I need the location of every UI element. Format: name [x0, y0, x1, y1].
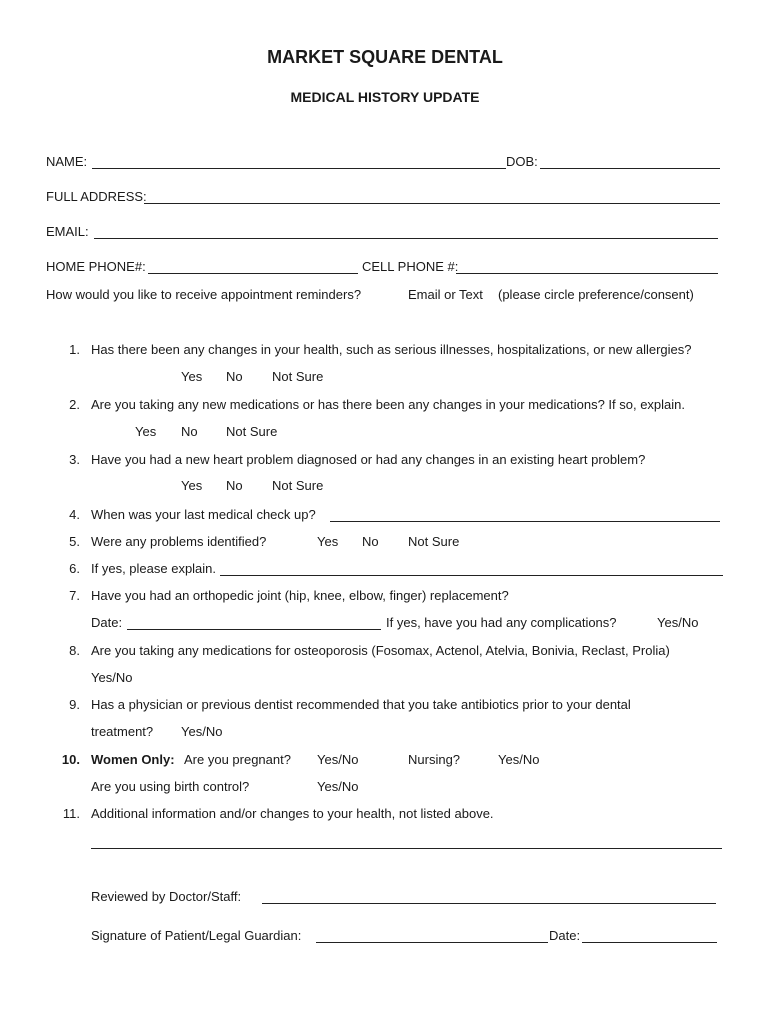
q11-input-line[interactable]	[91, 848, 722, 849]
q3-number: 3.	[69, 452, 80, 467]
q3-not-sure-option[interactable]: Not Sure	[272, 478, 324, 493]
q5-text: Were any problems identified?	[91, 534, 267, 549]
q1-no-option[interactable]: No	[226, 369, 243, 384]
address-input-line[interactable]	[144, 203, 720, 204]
q7-date-label: Date:	[91, 615, 123, 630]
signature-label: Signature of Patient/Legal Guardian:	[91, 928, 302, 943]
form-title: MARKET SQUARE DENTAL	[267, 47, 503, 67]
q7-text: Have you had an orthopedic joint (hip, knee, elbow, finger) replacement?	[91, 588, 509, 603]
q7-yes-no-option[interactable]: Yes/No	[657, 615, 699, 630]
q6-number: 6.	[69, 561, 80, 576]
q11-number: 11.	[62, 806, 80, 821]
q2-yes-option[interactable]: Yes	[135, 424, 157, 439]
q10-pregnant-text: Are you pregnant?	[184, 752, 291, 767]
q4-number: 4.	[69, 507, 80, 522]
q6-input-line[interactable]	[220, 575, 723, 576]
q3-yes-option[interactable]: Yes	[181, 478, 203, 493]
q10-birth-control-text: Are you using birth control?	[91, 779, 250, 794]
reminder-note: (please circle preference/consent)	[498, 287, 694, 302]
q8-text: Are you taking any medications for osteoporosis (Fosomax, Actenol, Atelvia, Bonivia, Reclast, Prolia)	[91, 643, 670, 658]
q9-number: 9.	[69, 697, 80, 712]
q9-text: Has a physician or previous dentist recommended that you take antibiotics prior to your dental	[91, 697, 631, 712]
q3-no-option[interactable]: No	[226, 478, 243, 493]
q11-text: Additional information and/or changes to your health, not listed above.	[91, 806, 494, 821]
q9-text-continued: treatment?	[91, 724, 154, 739]
reviewed-by-input-line[interactable]	[262, 903, 716, 904]
q10-nursing-text: Nursing?	[408, 752, 461, 767]
q5-yes-option[interactable]: Yes	[317, 534, 339, 549]
q2-no-option[interactable]: No	[181, 424, 198, 439]
q5-number: 5.	[69, 534, 80, 549]
email-input-line[interactable]	[94, 238, 718, 239]
dob-label: DOB:	[506, 154, 538, 169]
q1-text: Has there been any changes in your health, such as serious illnesses, hospitalizations, or new allergies?	[91, 342, 692, 357]
q3-text: Have you had a new heart problem diagnosed or had any changes in an existing heart problem?	[91, 452, 646, 467]
q2-not-sure-option[interactable]: Not Sure	[226, 424, 278, 439]
name-label: NAME:	[46, 154, 88, 169]
q2-number: 2.	[69, 397, 80, 412]
cell-phone-input-line[interactable]	[456, 273, 718, 274]
q8-number: 8.	[69, 643, 80, 658]
signature-date-label: Date:	[549, 928, 581, 943]
email-label: EMAIL:	[46, 224, 89, 239]
q7-followup-text: If yes, have you had any complications?	[386, 615, 617, 630]
dob-input-line[interactable]	[540, 168, 720, 169]
q1-not-sure-option[interactable]: Not Sure	[272, 369, 324, 384]
home-phone-label: HOME PHONE#:	[46, 259, 146, 274]
q4-text: When was your last medical check up?	[91, 507, 316, 522]
q10-pregnant-yes-no-option[interactable]: Yes/No	[317, 752, 359, 767]
name-input-line[interactable]	[92, 168, 506, 169]
q1-number: 1.	[69, 342, 80, 357]
reviewed-by-label: Reviewed by Doctor/Staff:	[91, 889, 242, 904]
signature-input-line[interactable]	[316, 942, 548, 943]
q8-yes-no-option[interactable]: Yes/No	[91, 670, 133, 685]
q7-number: 7.	[69, 588, 80, 603]
q9-yes-no-option[interactable]: Yes/No	[181, 724, 223, 739]
q10-birth-control-yes-no-option[interactable]: Yes/No	[317, 779, 359, 794]
q5-not-sure-option[interactable]: Not Sure	[408, 534, 460, 549]
cell-phone-label: CELL PHONE #:	[362, 259, 459, 274]
q1-yes-option[interactable]: Yes	[181, 369, 203, 384]
q7-date-input-line[interactable]	[127, 629, 381, 630]
address-label: FULL ADDRESS:	[46, 189, 147, 204]
q5-no-option[interactable]: No	[362, 534, 379, 549]
q10-nursing-yes-no-option[interactable]: Yes/No	[498, 752, 540, 767]
signature-date-input-line[interactable]	[582, 942, 717, 943]
q4-input-line[interactable]	[330, 521, 720, 522]
reminder-question: How would you like to receive appointment reminders?	[46, 287, 362, 302]
q10-number: 10.	[61, 752, 80, 767]
reminder-options[interactable]: Email or Text	[408, 287, 483, 302]
form-subtitle: MEDICAL HISTORY UPDATE	[290, 89, 480, 105]
q10-women-only-label: Women Only:	[91, 752, 175, 767]
q2-text: Are you taking any new medications or has there been any changes in your medications? If so, explain.	[91, 397, 686, 412]
q6-text: If yes, please explain.	[91, 561, 217, 576]
home-phone-input-line[interactable]	[148, 273, 358, 274]
